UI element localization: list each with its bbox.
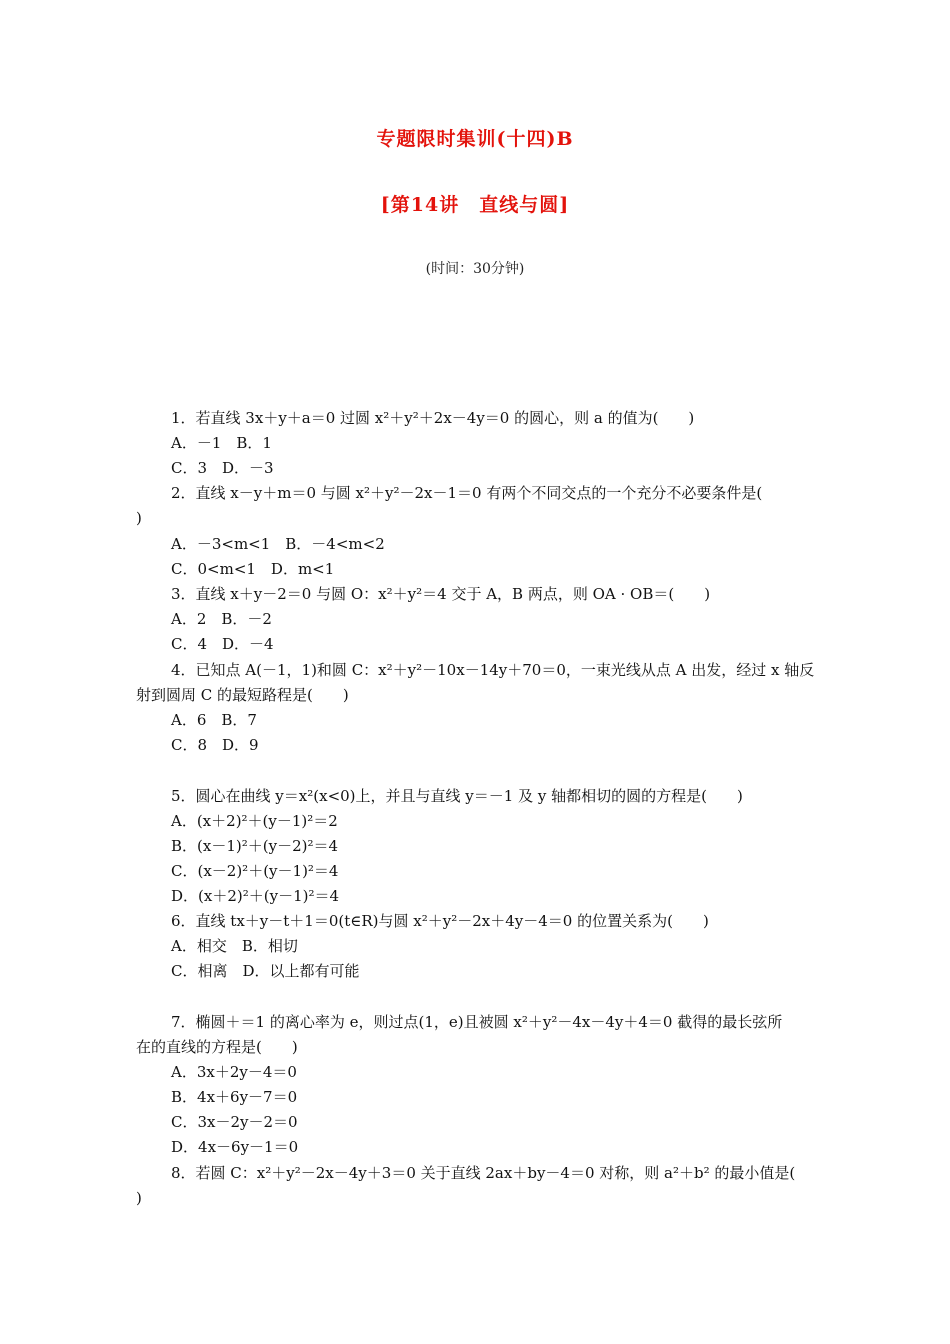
question-line: C．4 D．－4 xyxy=(171,635,274,653)
question-line: A．－3<m<1 B．－4<m<2 xyxy=(171,535,385,553)
question-line: 4．已知点 A(－1，1)和圆 C：x²＋y²－10x－14y＋70＝0，一束光线从点 A 出发，经过 x 轴反 xyxy=(171,661,815,679)
question-line: A．－1 B．1 xyxy=(171,434,272,452)
page-title: 专题限时集训(十四)B xyxy=(376,128,574,150)
question-line: A．相交 B．相切 xyxy=(171,937,298,955)
question-line: D．4x－6y－1＝0 xyxy=(171,1138,299,1156)
question-line: C．0<m<1 D．m<1 xyxy=(171,560,335,578)
question-line: 7．椭圆＋＝1 的离心率为 e，则过点(1，e)且被圆 x²＋y²－4x－4y＋4＝0 截得的最长弦所 xyxy=(171,1013,783,1031)
question-line: ) xyxy=(136,509,142,527)
question-line: C．8 D．9 xyxy=(171,736,259,754)
question-line: C．相离 D．以上都有可能 xyxy=(171,962,360,980)
question-line: C．(x－2)²＋(y－1)²＝4 xyxy=(171,862,339,880)
question-line: 射到圆周 C 的最短路程是( ) xyxy=(136,686,349,704)
question-line: C．3 D．－3 xyxy=(171,459,274,477)
time-limit: (时间：30分钟) xyxy=(425,261,525,277)
question-line: D．(x＋2)²＋(y－1)²＝4 xyxy=(171,887,340,905)
question-line: A．6 B．7 xyxy=(171,711,257,729)
question-line: 5．圆心在曲线 y＝x²(x<0)上，并且与直线 y＝－1 及 y 轴都相切的圆的方程是( ) xyxy=(171,787,743,805)
question-line: 8．若圆 C：x²＋y²－2x－4y＋3＝0 关于直线 2ax＋by－4＝0 对称，则 a²＋b² 的最小值是( xyxy=(171,1164,796,1182)
question-line: A．3x＋2y－4＝0 xyxy=(171,1063,297,1081)
question-line: 1．若直线 3x＋y＋a＝0 过圆 x²＋y²＋2x－4y＝0 的圆心，则 a 的值为( ) xyxy=(171,409,695,427)
question-line: A．2 B．－2 xyxy=(171,610,272,628)
question-line: B．4x＋6y－7＝0 xyxy=(171,1088,298,1106)
question-line: 2．直线 x－y＋m＝0 与圆 x²＋y²－2x－1＝0 有两个不同交点的一个充分不必要条件是( xyxy=(171,484,763,502)
question-line: A．(x＋2)²＋(y－1)²＝2 xyxy=(171,812,338,830)
lecture-subtitle: [第14讲 直线与圆] xyxy=(380,194,570,216)
question-line: C．3x－2y－2＝0 xyxy=(171,1113,298,1131)
question-line: B．(x－1)²＋(y－2)²＝4 xyxy=(171,837,339,855)
question-line: 在的直线的方程是( ) xyxy=(136,1038,298,1056)
question-line: 6．直线 tx＋y－t＋1＝0(t∈R)与圆 x²＋y²－2x＋4y－4＝0 的位置关系为( ) xyxy=(171,912,709,930)
question-line: ) xyxy=(136,1189,142,1207)
question-line: 3．直线 x＋y－2＝0 与圆 O：x²＋y²＝4 交于 A，B 两点，则 OA · OB＝( ) xyxy=(171,585,711,603)
